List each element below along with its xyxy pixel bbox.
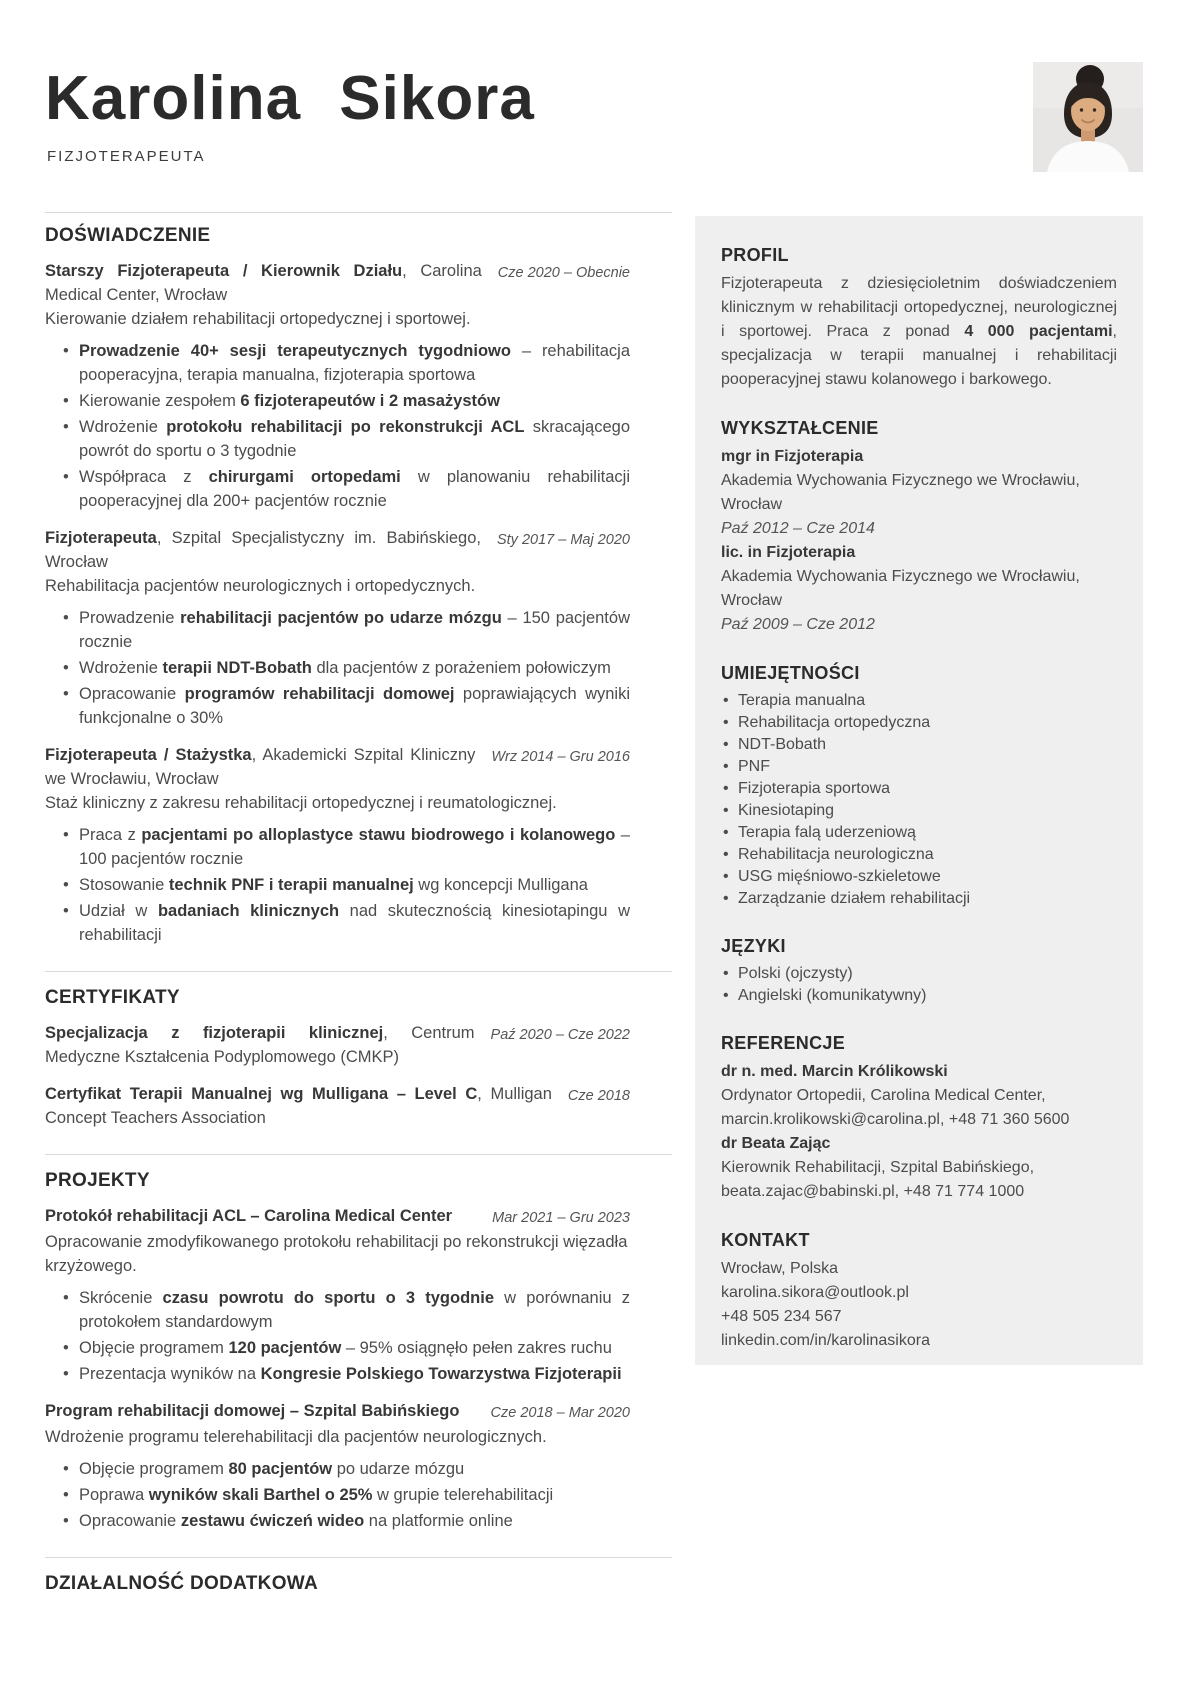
education-entry (721, 445, 1117, 541)
section-divider (45, 971, 672, 972)
bullet-item (45, 389, 630, 413)
bullet-bold: Prowadzenie 40+ sesji terapeutycznych tygodniowo (79, 342, 511, 360)
education-entry (721, 541, 1117, 637)
bullet-item (45, 465, 630, 513)
job-bullets (45, 339, 630, 513)
profile-post: , specjalizacja w terapii manualnej i rehabilitacji pooperacyjnej stawu kolanowego i barkowego. (721, 323, 1117, 388)
job-title-bold: Starszy Fizjoterapeuta / Kierownik Działu (45, 262, 403, 280)
project-date: Cze 2018 – Mar 2020 (490, 1405, 630, 1421)
bullet-pre: Prowadzenie (79, 609, 181, 627)
job-summary: Staż kliniczny z zakresu rehabilitacji ortopedycznej i reumatologicznej. (45, 794, 557, 812)
certificate-title-bold: Certyfikat Terapii Manualnej wg Mulligana – Level C (45, 1085, 478, 1103)
bullet-post: wg koncepcji Mulligana (413, 876, 588, 894)
bullet-pre: Stosowanie (79, 876, 169, 894)
certificate-title-suffix: , Centrum Medyczne Kształcenia Podyplomowego (CMKP) (45, 1024, 475, 1066)
certificate-entry (45, 1021, 630, 1069)
education-degree: lic. in Fizjoterapia (721, 544, 856, 561)
entry-head (45, 259, 630, 307)
bullet-bold: badaniach klinicznych (157, 902, 340, 920)
bullet-bold: czasu powrotu do sportu o 3 tygodnie (162, 1289, 494, 1307)
bullet-bold: 80 pacjentów (228, 1460, 333, 1478)
skill-item: • PNF (721, 756, 1117, 778)
entry-head (45, 1204, 630, 1230)
education-date: Paź 2009 – Cze 2012 (721, 616, 875, 633)
bullet-bold: chirurgami ortopedami (208, 468, 401, 486)
skills-list (721, 690, 1117, 910)
language-item: • Polski (ojczysty) (721, 963, 1117, 985)
bullet-bold: technik PNF i terapii manualnej (168, 876, 414, 894)
project-summary: Opracowanie zmodyfikowanego protokołu rehabilitacji po rekonstrukcji więzadła krzyżowego. (45, 1233, 628, 1275)
job-title-suffix: , Szpital Specjalistyczny im. Babińskiego, Wrocław (45, 529, 481, 571)
project-title-bold: Program rehabilitacji domowej – Szpital Babińskiego (45, 1402, 460, 1420)
bullet-bold: programów rehabilitacji domowej (184, 685, 455, 703)
bullet-bold: zestawu ćwiczeń wideo (180, 1512, 365, 1530)
sidebar-heading-skills: UMIEJĘTNOŚCI (721, 663, 860, 683)
project-bullets (45, 1457, 630, 1533)
skill-item: • Fizjoterapia sportowa (721, 778, 1117, 800)
entry-head (45, 1082, 630, 1130)
certificate-date: Cze 2018 (567, 1088, 630, 1104)
bullet-bold: Kongresie Polskiego Towarzystwa Fizjoterapii (260, 1365, 622, 1383)
project-summary: Wdrożenie programu telerehabilitacji dla pacjentów neurologicznych. (45, 1428, 547, 1446)
bullet-post: w planowaniu rehabilitacji pooperacyjnej dla 200+ pacjentów rocznie (79, 468, 630, 510)
languages-list (721, 963, 1117, 1007)
job-date: Cze 2020 – Obecnie (497, 265, 630, 281)
bullet-pre: Opracowanie (79, 1512, 181, 1530)
education-degree: mgr in Fizjoterapia (721, 448, 864, 465)
bullet-post: – 95% osiągnęło pełen zakres ruchu (341, 1339, 612, 1357)
section-divider (45, 1154, 672, 1155)
certificate-title (45, 1082, 568, 1130)
profile-bold: 4 000 pacjentami (964, 323, 1113, 340)
profile-pre: Fizjoterapeuta z dziesięcioletnim doświadczeniem klinicznym w rehabilitacji ortopedycznej, neurologicznej i sportowej. Praca z ponad (721, 275, 1117, 340)
profile-photo (1033, 62, 1143, 172)
section-heading-projects: PROJEKTY (45, 1170, 150, 1191)
experience-entry (45, 259, 630, 513)
skill-item: • Terapia falą uderzeniową (721, 822, 1117, 844)
bullet-bold: rehabilitacji pacjentów po udarze mózgu (180, 609, 502, 627)
contact-linkedin: linkedin.com/in/karolinasikora (721, 1332, 930, 1349)
education-school: Akademia Wychowania Fizycznego we Wrocławiu, Wrocław (721, 568, 1080, 609)
job-date: Sty 2017 – Maj 2020 (496, 532, 630, 548)
bullet-post: nad skutecznością kinesiotapingu w rehabilitacji (79, 902, 630, 944)
language-item: • Angielski (komunikatywny) (721, 985, 1117, 1007)
sidebar-heading-references: REFERENCJE (721, 1033, 846, 1053)
sidebar-heading-profile: PROFIL (721, 245, 789, 265)
contact-email: karolina.sikora@outlook.pl (721, 1284, 909, 1301)
bullet-post: dla pacjentów z porażeniem połowiczym (311, 659, 611, 677)
project-title-bold: Protokół rehabilitacji ACL – Carolina Medical Center (45, 1207, 453, 1225)
bullet-pre: Kierowanie zespołem (79, 392, 241, 410)
contact-phone: +48 505 234 567 (721, 1308, 842, 1325)
bullet-post: w porównaniu z protokołem standardowym (79, 1289, 630, 1331)
bullet-bold: 120 pacjentów (228, 1339, 342, 1357)
bullet-item (45, 1362, 630, 1386)
certificate-title-suffix: , Mulligan Concept Teachers Association (45, 1085, 552, 1127)
bullet-pre: Skrócenie (79, 1289, 163, 1307)
bullet-item (45, 606, 630, 654)
job-bullets (45, 823, 630, 947)
profile-text (721, 272, 1117, 392)
skill-item: • Rehabilitacja ortopedyczna (721, 712, 1117, 734)
job-title-bold: Fizjoterapeuta / Stażystka (45, 746, 252, 764)
job-title (45, 526, 497, 574)
bullet-item (45, 873, 630, 897)
skill-item: • Kinesiotaping (721, 800, 1117, 822)
bullet-bold: wyników skali Barthel o 25% (148, 1486, 373, 1504)
education-school: Akademia Wychowania Fizycznego we Wrocławiu, Wrocław (721, 472, 1080, 513)
bullet-pre: Praca z (79, 826, 142, 844)
bullet-post: – 100 pacjentów rocznie (79, 826, 630, 868)
job-title-suffix: , Akademicki Szpital Kliniczny we Wrocławiu, Wrocław (45, 746, 476, 788)
bullet-pre: Objęcie programem (79, 1460, 229, 1478)
section-divider (45, 1557, 672, 1558)
bullet-pre: Udział w (79, 902, 158, 920)
bullet-pre: Wdrożenie (79, 659, 163, 677)
bullet-bold: terapii NDT-Bobath (162, 659, 312, 677)
job-summary: Kierowanie działem rehabilitacji ortopedycznej i sportowej. (45, 310, 471, 328)
bullet-post: po udarze mózgu (332, 1460, 465, 1478)
bullet-post: – 150 pacjentów rocznie (79, 609, 630, 651)
sidebar-panel (695, 216, 1143, 1365)
entry-head (45, 1399, 630, 1425)
bullet-bold: 6 fizjoterapeutów i 2 masażystów (240, 392, 500, 410)
job-summary: Rehabilitacja pacjentów neurologicznych i ortopedycznych. (45, 577, 476, 595)
entry-head (45, 526, 630, 574)
header-divider (45, 212, 672, 213)
section-heading-certificates: CERTYFIKATY (45, 987, 180, 1008)
education-date: Paź 2012 – Cze 2014 (721, 520, 875, 537)
reference-entry (721, 1132, 1117, 1204)
bullet-item (45, 1509, 630, 1533)
bullet-item (45, 1336, 630, 1360)
reference-entry (721, 1060, 1117, 1132)
reference-details: Ordynator Ortopedii, Carolina Medical Center, marcin.krolikowski@carolina.pl, +48 71 360 5600 (721, 1087, 1070, 1128)
main-column (45, 224, 630, 1607)
job-title-bold: Fizjoterapeuta (45, 529, 157, 547)
certificate-title-bold: Specjalizacja z fizjoterapii klinicznej (45, 1024, 384, 1042)
bullet-pre: Wdrożenie (79, 418, 167, 436)
bullet-post: poprawiających wyniki funkcjonalne o 30% (79, 685, 630, 727)
job-title (45, 743, 491, 791)
bullet-post: – rehabilitacja pooperacyjna, terapia manualna, fizjoterapia sportowa (79, 342, 630, 384)
bullet-item (45, 1286, 630, 1334)
bullet-item (45, 682, 630, 730)
certificate-title (45, 1021, 491, 1069)
project-entry (45, 1399, 630, 1533)
job-bullets (45, 606, 630, 730)
experience-entry (45, 743, 630, 947)
bullet-item (45, 656, 630, 680)
skill-item: • USG mięśniowo-szkieletowe (721, 866, 1117, 888)
job-title (45, 259, 498, 307)
bullet-post: na platformie online (364, 1512, 513, 1530)
bullet-item (45, 1483, 630, 1507)
project-entry (45, 1204, 630, 1386)
section-heading-additional: DZIAŁALNOŚĆ DODATKOWA (45, 1573, 318, 1594)
bullet-post: skracającego powrót do sportu o 3 tygodnie (79, 418, 630, 460)
project-title (45, 1204, 492, 1228)
reference-details: Kierownik Rehabilitacji, Szpital Babińskiego, beata.zajac@babinski.pl, +48 71 774 1000 (721, 1159, 1035, 1200)
reference-name: dr Beata Zając (721, 1135, 831, 1152)
project-title (45, 1399, 491, 1423)
entry-head (45, 743, 630, 791)
bullet-pre: Poprawa (79, 1486, 149, 1504)
job-title-suffix: , Carolina Medical Center, Wrocław (45, 262, 482, 304)
bullet-item (45, 1457, 630, 1481)
bullet-pre: Prezentacja wyników na (79, 1365, 261, 1383)
contact-location: Wrocław, Polska (721, 1260, 839, 1277)
experience-entry (45, 526, 630, 730)
bullet-pre: Współpraca z (79, 468, 209, 486)
reference-name: dr n. med. Marcin Królikowski (721, 1063, 948, 1080)
bullet-bold: protokołu rehabilitacji po rekonstrukcji ACL (166, 418, 525, 436)
bullet-pre: Objęcie programem (79, 1339, 229, 1357)
bullet-item (45, 339, 630, 387)
skill-item: • Zarządzanie działem rehabilitacji (721, 888, 1117, 910)
bullet-pre: Opracowanie (79, 685, 185, 703)
right-eye (1093, 108, 1096, 111)
sidebar-heading-languages: JĘZYKI (721, 936, 786, 956)
left-eye (1080, 108, 1083, 111)
certificate-entry (45, 1082, 630, 1130)
bullet-post: w grupie telerehabilitacji (372, 1486, 554, 1504)
job-date: Wrz 2014 – Gru 2016 (491, 749, 630, 765)
sidebar-heading-contact: KONTAKT (721, 1230, 810, 1250)
skill-item: • Rehabilitacja neurologiczna (721, 844, 1117, 866)
page-title: Karolina Sikora (45, 64, 535, 133)
sidebar-heading-education: WYKSZTAŁCENIE (721, 418, 879, 438)
skill-item: • Terapia manualna (721, 690, 1117, 712)
bullet-item (45, 823, 630, 871)
certificate-date: Paź 2020 – Cze 2022 (490, 1027, 630, 1043)
project-date: Mar 2021 – Gru 2023 (492, 1210, 630, 1226)
section-heading-experience: DOŚWIADCZENIE (45, 225, 211, 246)
job-headline: FIZJOTERAPEUTA (47, 148, 206, 165)
project-bullets (45, 1286, 630, 1386)
entry-head (45, 1021, 630, 1069)
skill-item: • NDT-Bobath (721, 734, 1117, 756)
bullet-item (45, 415, 630, 463)
bullet-item (45, 899, 630, 947)
bullet-bold: pacjentami po alloplastyce stawu biodrowego i kolanowego (141, 826, 616, 844)
